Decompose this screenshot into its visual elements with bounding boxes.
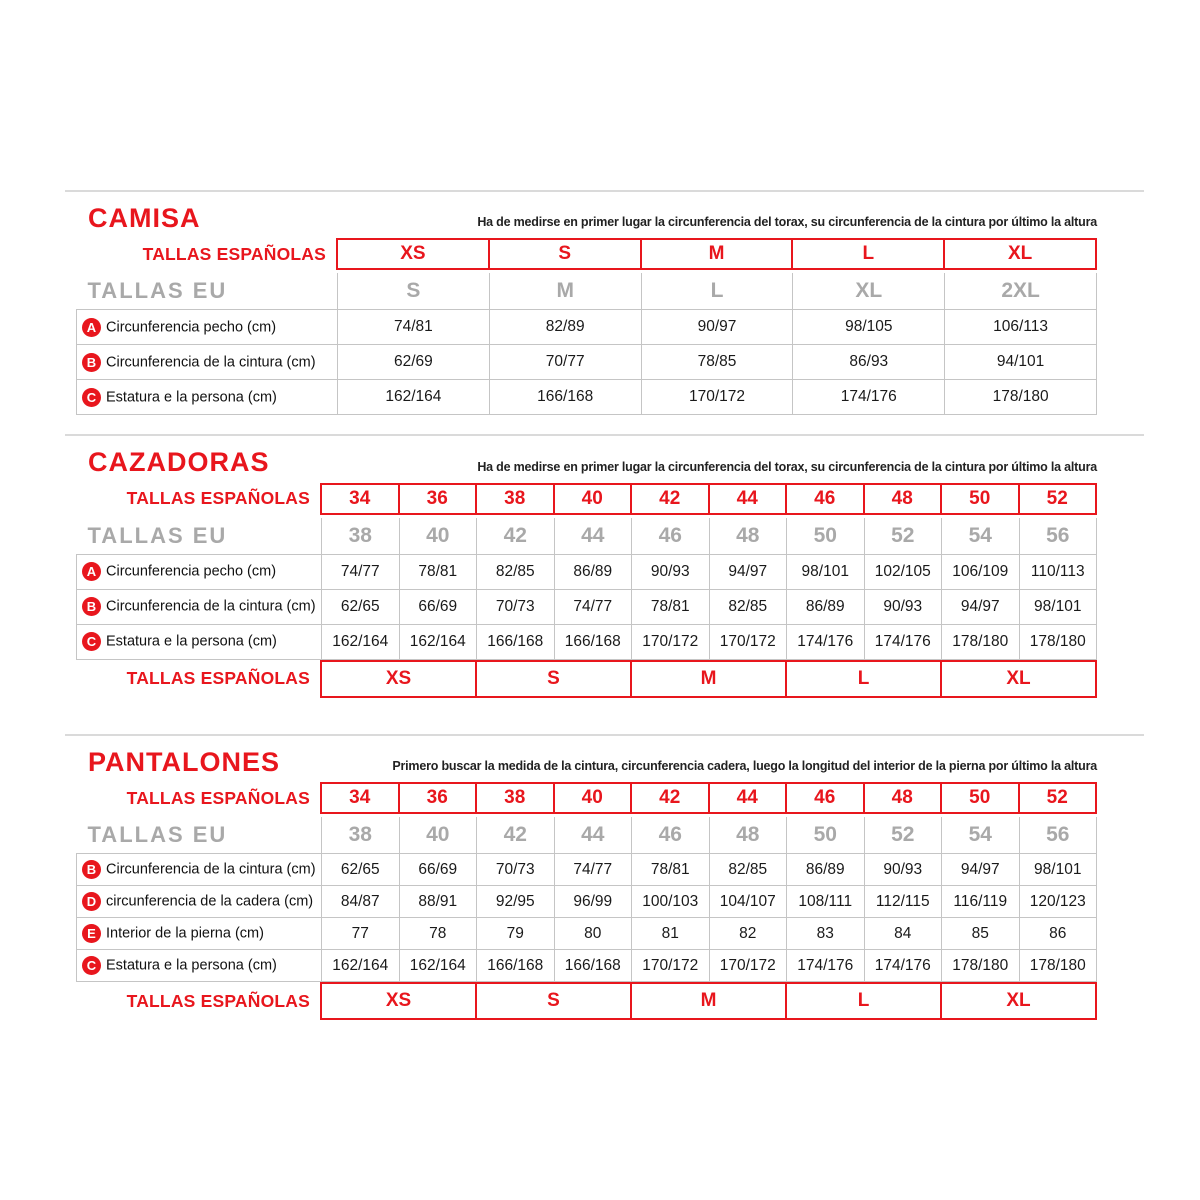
eu-size-cell: 40 <box>399 518 477 555</box>
es-size-cell: 50 <box>941 484 1019 514</box>
measurement-value-cell: 170/172 <box>632 950 710 982</box>
es-group-size-cell: XS <box>321 983 476 1019</box>
measurement-value-cell: 86/93 <box>793 345 945 380</box>
section-pantalones <box>65 734 1144 1020</box>
divider <box>65 434 1144 436</box>
measurement-value-cell: 70/77 <box>489 345 641 380</box>
measurement-label-cell <box>77 854 322 886</box>
letter-badge-icon: C <box>82 956 101 975</box>
letter-badge-icon: B <box>82 597 101 616</box>
measurement-value-cell: 82/85 <box>709 589 787 624</box>
measurement-value-cell: 86/89 <box>787 854 865 886</box>
eu-sizes-label: TALLAS EU <box>87 522 228 548</box>
measurement-value-cell: 174/176 <box>864 950 942 982</box>
measurement-value-cell: 78 <box>399 918 477 950</box>
eu-sizes-label: TALLAS EU <box>87 278 228 304</box>
es-group-size-cell: XS <box>321 661 476 697</box>
measurement-label: Circunferencia pecho (cm) <box>106 319 277 336</box>
measurement-value-cell: 96/99 <box>554 886 632 918</box>
spanish-sizes-row <box>76 484 1096 514</box>
measurement-row <box>77 950 1097 982</box>
measurement-value-cell: 84 <box>864 918 942 950</box>
measurement-value-cell: 166/168 <box>477 950 555 982</box>
measurement-value-cell: 74/77 <box>322 554 400 589</box>
eu-sizes-row <box>77 817 1097 854</box>
measurement-label: circunferencia de la cadera (cm) <box>106 893 314 910</box>
measurement-row <box>77 624 1097 659</box>
measurement-value-cell: 94/97 <box>709 554 787 589</box>
section-note: Ha de medirse en primer lugar la circunferencia del torax, su circunferencia de la cintura por último la altura <box>477 215 1097 230</box>
section-header <box>76 748 1097 776</box>
measurement-label: Estatura e la persona (cm) <box>106 633 277 650</box>
es-sizes-label: TALLAS ESPAÑOLAS <box>126 668 310 689</box>
es-size-cell: 36 <box>399 484 477 514</box>
es-group-size-cell: S <box>476 661 631 697</box>
measurement-value-cell: 80 <box>554 918 632 950</box>
measurement-label-cell <box>77 380 338 415</box>
section-title: CAMISA <box>88 203 201 233</box>
measurement-value-cell: 106/113 <box>945 310 1097 345</box>
es-size-cell: 42 <box>631 783 709 813</box>
measurement-label-cell <box>77 886 322 918</box>
es-size-cell: 44 <box>709 484 787 514</box>
measurement-row <box>77 380 1097 415</box>
measurement-value-cell: 82 <box>709 918 787 950</box>
eu-sizes-label: TALLAS EU <box>87 822 228 848</box>
es-size-cell: S <box>489 239 641 269</box>
measurement-value-cell: 110/113 <box>1019 554 1097 589</box>
measurement-value-cell: 166/168 <box>554 950 632 982</box>
measurement-label: Circunferencia pecho (cm) <box>106 563 277 580</box>
measurement-value-cell: 100/103 <box>632 886 710 918</box>
eu-size-cell: 48 <box>709 518 787 555</box>
es-group-size-cell: M <box>631 661 786 697</box>
measurement-value-cell: 86/89 <box>787 589 865 624</box>
measurement-value-cell: 174/176 <box>787 950 865 982</box>
measurement-value-cell: 88/91 <box>399 886 477 918</box>
measurement-row <box>77 886 1097 918</box>
eu-size-cell: S <box>338 273 490 310</box>
measurement-value-cell: 106/109 <box>942 554 1020 589</box>
measurement-value-cell: 170/172 <box>709 624 787 659</box>
measurement-value-cell: 77 <box>322 918 400 950</box>
cazadoras-size-table <box>76 483 1097 698</box>
eu-size-cell: 40 <box>399 817 477 854</box>
measurement-label-cell <box>77 624 322 659</box>
eu-size-cell: 54 <box>942 518 1020 555</box>
measurement-value-cell: 98/101 <box>1019 854 1097 886</box>
measurement-value-cell: 98/101 <box>1019 589 1097 624</box>
eu-size-cell: 56 <box>1019 817 1097 854</box>
es-size-cell: L <box>792 239 944 269</box>
es-group-size-cell: L <box>786 983 941 1019</box>
measurement-value-cell: 70/73 <box>477 589 555 624</box>
es-group-size-cell: M <box>631 983 786 1019</box>
letter-badge-icon: A <box>82 318 101 337</box>
measurement-label-cell <box>77 554 322 589</box>
pantalones-size-table <box>76 782 1097 1020</box>
measurement-row <box>77 854 1097 886</box>
eu-size-cell: 44 <box>554 817 632 854</box>
measurement-value-cell: 82/89 <box>489 310 641 345</box>
measurement-value-cell: 162/164 <box>322 624 400 659</box>
measurement-value-cell: 178/180 <box>945 380 1097 415</box>
spanish-sizes-group-row <box>76 983 1096 1019</box>
es-size-cell: 34 <box>321 783 399 813</box>
measurement-value-cell: 62/65 <box>322 854 400 886</box>
measurement-value-cell: 78/81 <box>632 854 710 886</box>
measurement-value-cell: 166/168 <box>489 380 641 415</box>
eu-size-cell: 42 <box>477 817 555 854</box>
measurement-value-cell: 166/168 <box>554 624 632 659</box>
measurement-value-cell: 120/123 <box>1019 886 1097 918</box>
measurement-value-cell: 74/77 <box>554 854 632 886</box>
measurement-value-cell: 82/85 <box>477 554 555 589</box>
es-size-cell: 48 <box>864 484 942 514</box>
letter-badge-icon: D <box>82 892 101 911</box>
eu-size-cell: 42 <box>477 518 555 555</box>
es-size-cell: M <box>641 239 793 269</box>
measurement-value-cell: 78/81 <box>399 554 477 589</box>
measurement-row <box>77 918 1097 950</box>
measurement-row <box>77 345 1097 380</box>
section-header <box>76 448 1097 476</box>
measurement-value-cell: 78/85 <box>641 345 793 380</box>
measurement-value-cell: 162/164 <box>399 950 477 982</box>
section-cazadoras <box>65 434 1144 697</box>
measurement-value-cell: 90/93 <box>864 854 942 886</box>
section-note: Primero buscar la medida de la cintura, circunferencia cadera, luego la longitud del interior de la pierna por último la altura <box>392 759 1097 774</box>
eu-size-cell: 50 <box>787 518 865 555</box>
es-size-cell: 38 <box>476 484 554 514</box>
measurement-label-cell <box>77 918 322 950</box>
measurement-value-cell: 116/119 <box>942 886 1020 918</box>
eu-size-cell: 46 <box>632 817 710 854</box>
measurement-value-cell: 70/73 <box>477 854 555 886</box>
section-title: CAZADORAS <box>88 447 270 478</box>
es-group-size-cell: XL <box>941 983 1096 1019</box>
measurement-label: Estatura e la persona (cm) <box>106 957 277 974</box>
measurement-value-cell: 98/105 <box>793 310 945 345</box>
measurement-value-cell: 178/180 <box>1019 624 1097 659</box>
letter-badge-icon: B <box>82 860 101 879</box>
es-size-cell: 46 <box>786 783 864 813</box>
measurement-value-cell: 86 <box>1019 918 1097 950</box>
es-size-cell: 42 <box>631 484 709 514</box>
es-size-cell: 44 <box>709 783 787 813</box>
measurement-value-cell: 92/95 <box>477 886 555 918</box>
spanish-sizes-row <box>76 239 1096 269</box>
es-size-cell: 52 <box>1019 484 1097 514</box>
measurement-value-cell: 90/97 <box>641 310 793 345</box>
measurement-row <box>77 554 1097 589</box>
eu-sizes-row <box>77 518 1097 555</box>
es-size-cell: 40 <box>554 484 632 514</box>
measurement-value-cell: 90/93 <box>632 554 710 589</box>
measurement-value-cell: 174/176 <box>864 624 942 659</box>
es-sizes-label: TALLAS ESPAÑOLAS <box>126 990 310 1011</box>
camisa-size-table <box>76 238 1097 415</box>
es-sizes-label: TALLAS ESPAÑOLAS <box>126 787 310 808</box>
measurement-value-cell: 108/111 <box>787 886 865 918</box>
measurement-value-cell: 84/87 <box>322 886 400 918</box>
es-size-cell: 40 <box>554 783 632 813</box>
divider <box>65 190 1144 192</box>
spanish-sizes-row <box>76 783 1096 813</box>
eu-size-cell: XL <box>793 273 945 310</box>
measurement-value-cell: 112/115 <box>864 886 942 918</box>
section-header <box>76 204 1097 232</box>
letter-badge-icon: A <box>82 562 101 581</box>
measurement-value-cell: 94/97 <box>942 589 1020 624</box>
eu-size-cell: 52 <box>864 817 942 854</box>
measurement-value-cell: 170/172 <box>709 950 787 982</box>
measurement-value-cell: 78/81 <box>632 589 710 624</box>
measurement-value-cell: 79 <box>477 918 555 950</box>
letter-badge-icon: C <box>82 632 101 651</box>
measurement-value-cell: 81 <box>632 918 710 950</box>
measurement-label: Interior de la pierna (cm) <box>106 925 264 942</box>
section-camisa <box>65 190 1144 415</box>
eu-size-cell: 44 <box>554 518 632 555</box>
measurement-value-cell: 102/105 <box>864 554 942 589</box>
section-note: Ha de medirse en primer lugar la circunferencia del torax, su circunferencia de la cintura por último la altura <box>477 459 1097 474</box>
measurement-value-cell: 174/176 <box>793 380 945 415</box>
eu-size-cell: 48 <box>709 817 787 854</box>
section-title: PANTALONES <box>88 746 280 777</box>
measurement-value-cell: 104/107 <box>709 886 787 918</box>
measurement-value-cell: 166/168 <box>477 624 555 659</box>
es-size-cell: 46 <box>786 484 864 514</box>
es-size-cell: XS <box>337 239 489 269</box>
measurement-value-cell: 62/69 <box>338 345 490 380</box>
measurement-value-cell: 178/180 <box>942 950 1020 982</box>
measurement-value-cell: 170/172 <box>632 624 710 659</box>
size-guide-page <box>65 190 1144 1020</box>
eu-size-cell: 38 <box>322 518 400 555</box>
es-size-cell: 34 <box>321 484 399 514</box>
measurement-value-cell: 178/180 <box>942 624 1020 659</box>
es-size-cell: 52 <box>1019 783 1097 813</box>
eu-size-cell: 46 <box>632 518 710 555</box>
measurement-value-cell: 86/89 <box>554 554 632 589</box>
measurement-label: Circunferencia de la cintura (cm) <box>106 861 316 878</box>
eu-size-cell: L <box>641 273 793 310</box>
es-sizes-label: TALLAS ESPAÑOLAS <box>142 243 326 264</box>
measurement-value-cell: 94/97 <box>942 854 1020 886</box>
es-size-cell: 48 <box>864 783 942 813</box>
measurement-row <box>77 310 1097 345</box>
measurement-value-cell: 62/65 <box>322 589 400 624</box>
measurement-value-cell: 178/180 <box>1019 950 1097 982</box>
es-size-cell: 50 <box>941 783 1019 813</box>
measurement-label-cell <box>77 589 322 624</box>
eu-size-cell: 2XL <box>945 273 1097 310</box>
measurement-value-cell: 74/77 <box>554 589 632 624</box>
measurement-value-cell: 66/69 <box>399 854 477 886</box>
measurement-value-cell: 66/69 <box>399 589 477 624</box>
measurement-value-cell: 85 <box>942 918 1020 950</box>
measurement-value-cell: 82/85 <box>709 854 787 886</box>
es-sizes-label: TALLAS ESPAÑOLAS <box>126 488 310 509</box>
measurement-value-cell: 74/81 <box>338 310 490 345</box>
eu-size-cell: M <box>489 273 641 310</box>
es-group-size-cell: L <box>786 661 941 697</box>
eu-size-cell: 50 <box>787 817 865 854</box>
es-group-size-cell: S <box>476 983 631 1019</box>
es-group-size-cell: XL <box>941 661 1096 697</box>
eu-size-cell: 54 <box>942 817 1020 854</box>
measurement-label: Circunferencia de la cintura (cm) <box>106 598 316 615</box>
spanish-sizes-group-row <box>76 661 1096 697</box>
measurement-value-cell: 94/101 <box>945 345 1097 380</box>
measurement-label-cell <box>77 310 338 345</box>
measurement-value-cell: 162/164 <box>322 950 400 982</box>
measurement-value-cell: 83 <box>787 918 865 950</box>
eu-size-cell: 52 <box>864 518 942 555</box>
es-size-cell: 38 <box>476 783 554 813</box>
letter-badge-icon: C <box>82 388 101 407</box>
measurement-value-cell: 162/164 <box>399 624 477 659</box>
measurement-value-cell: 174/176 <box>787 624 865 659</box>
measurement-label-cell <box>77 345 338 380</box>
measurement-value-cell: 98/101 <box>787 554 865 589</box>
measurement-label: Circunferencia de la cintura (cm) <box>106 354 316 371</box>
es-size-cell: XL <box>944 239 1096 269</box>
measurement-label: Estatura e la persona (cm) <box>106 389 277 406</box>
eu-sizes-row <box>77 273 1097 310</box>
eu-size-cell: 38 <box>322 817 400 854</box>
letter-badge-icon: B <box>82 353 101 372</box>
es-size-cell: 36 <box>399 783 477 813</box>
measurement-label-cell <box>77 950 322 982</box>
letter-badge-icon: E <box>82 924 101 943</box>
measurement-row <box>77 589 1097 624</box>
divider <box>65 734 1144 736</box>
eu-size-cell: 56 <box>1019 518 1097 555</box>
measurement-value-cell: 90/93 <box>864 589 942 624</box>
measurement-value-cell: 162/164 <box>338 380 490 415</box>
measurement-value-cell: 170/172 <box>641 380 793 415</box>
